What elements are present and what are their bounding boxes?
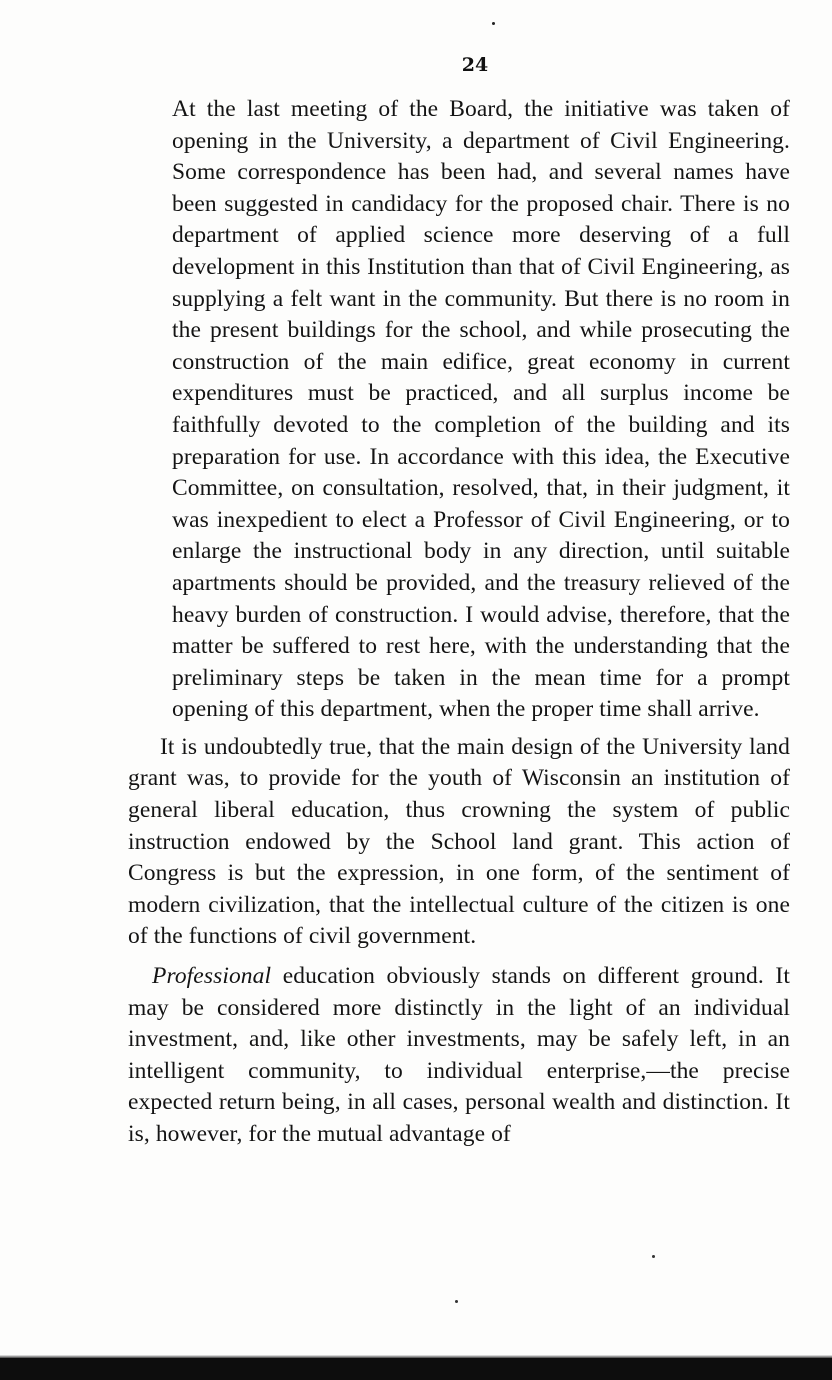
italic-lead-word: Professional — [152, 963, 272, 990]
body-text — [122, 94, 790, 1151]
scan-speck — [652, 1255, 655, 1258]
paragraph-professional-education-text: education obviously stands on different ground. It may be considered more distinctly in the light of an individual investment, and, like other investments, may be safely left, in an intelligent community, to individual enterprise,—the precise expected return being, in all cases, personal wealth and distinction. It is, however, for the mutual advantage of — [128, 963, 790, 1147]
scan-speck — [492, 22, 495, 25]
paragraph-land-grant: It is undoubtedly true, that the main design of the University land grant was, to provide for the youth of Wisconsin an institution of general liberal education, thus crowning the system of public instruction endowed by the School land grant. This action of Congress is but the expression, in one form, of the sentiment of modern civilization, that the intellectual culture of the citizen is one of the functions of civil government. — [128, 733, 790, 950]
paragraph-professional-education — [122, 961, 790, 1151]
paragraph-board-meeting: At the last meeting of the Board, the initiative was taken of opening in the University, a department of Civil Engineering. Some correspondence has been had, and several names have been suggested in candidacy for the proposed chair. There is no department of applied science more deserving of a full development in this Institution than that of Civil Engineering, as supplying a felt want in the community. But there is no room in the present buildings for the school, and while prosecuting the construction of the main edifice, great economy in current expenditures must be practiced, and all surplus income be faithfully devoted to the completion of the building and its preparation for use. In accordance with this idea, the Executive Committee, on consultation, resolved, that, in their judgment, it was inexpedient to elect a Professor of Civil Engineering, or to enlarge the instructional body in any direction, until suitable apartments should be provided, and the treasury relieved of the heavy burden of construction. I would advise, therefore, that the matter be suffered to rest here, with the understanding that the preliminary steps be taken in the mean time for a prompt opening of this department, when the proper time shall arrive. — [172, 96, 790, 723]
page-number: 24 — [461, 54, 489, 76]
scan-speck — [455, 1300, 458, 1303]
scan-bottom-border — [0, 1358, 832, 1380]
